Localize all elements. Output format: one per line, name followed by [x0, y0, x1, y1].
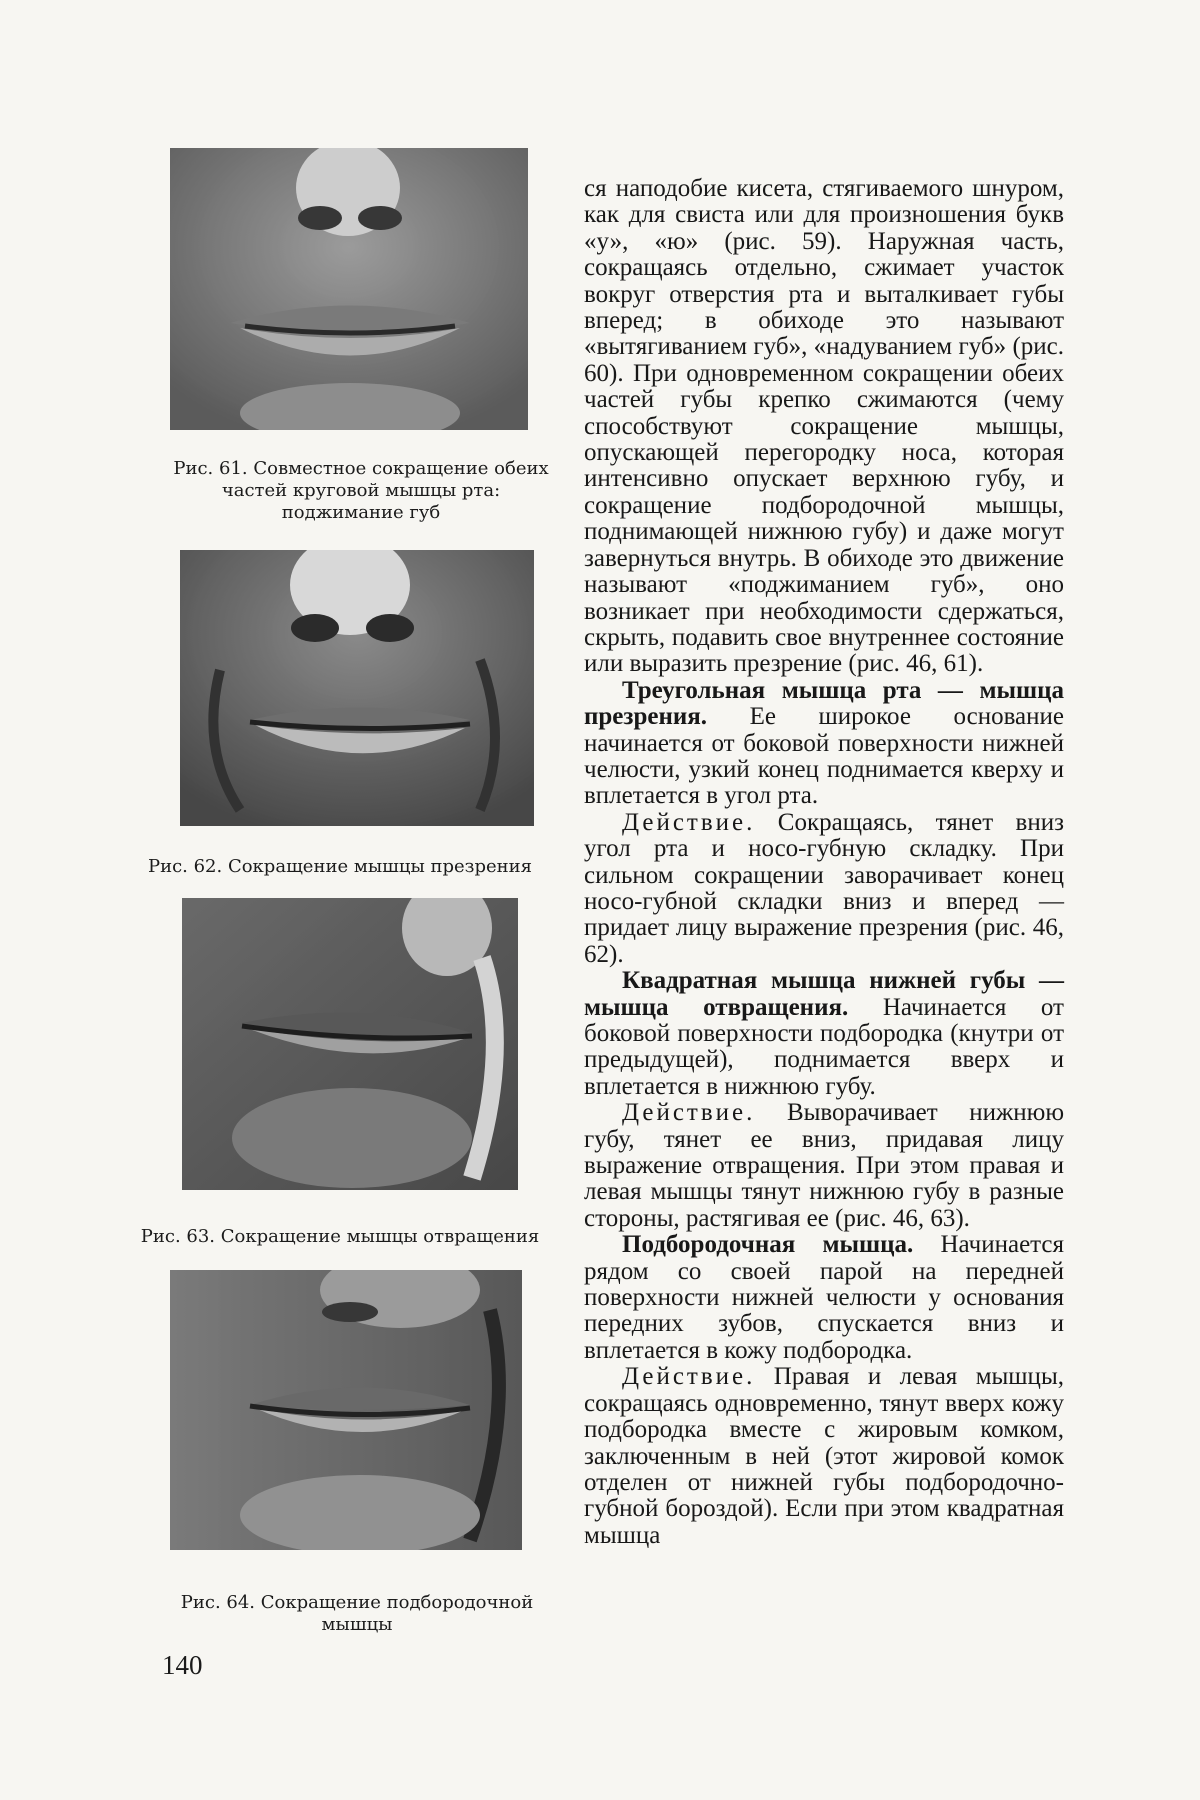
paragraph-3: Действие. Сокращаясь, тянет вниз угол рта и носо-губную складку. При сильном сокращении заворачивает конец носо-губной складки вниз и вперед — придает лицу выражение презрения (рис. 46, 62).	[584, 808, 1064, 968]
heading-quadrate-muscle: Квадратная мышца нижней губы — мышца отвращения.	[584, 967, 1064, 1021]
paragraph-7: Действие. Правая и левая мышцы, сокращаясь одновременно, тянут вверх кожу подбородка вместе с жировым комком, заключенным в ней (этот жировой комок отделен от нижней губы подбородочно-губной бороздой). Если при этом квадратная мышца	[584, 1363, 1064, 1549]
action-label: Действие.	[622, 1363, 756, 1391]
action-label: Действие.	[622, 808, 756, 836]
body-text	[584, 176, 1064, 1549]
heading-triangular-muscle: Треугольная мышца рта — мышца презрения.	[584, 676, 1064, 731]
figure-63-photo	[182, 898, 518, 1190]
action-label: Действие.	[622, 1099, 756, 1127]
figure-61-caption: Рис. 61. Совместное сокращение обеих частей круговой мышцы рта: поджимание губ	[173, 458, 549, 523]
figure-64-caption: Рис. 64. Сокращение подбородочной мышцы	[180, 1592, 534, 1635]
figure-64-photo	[170, 1270, 522, 1550]
figure-62-photo	[180, 550, 534, 826]
paragraph-5: Действие. Выворачивает нижнюю губу, тянет ее вниз, придавая лицу выражение отвращения. При этом правая и левая мышцы тянут нижнюю губу в разные стороны, растягивая ее (рис. 46, 63).	[584, 1099, 1064, 1232]
paragraph-6: Подбородочная мышца. Начинается рядом со своей парой на передней поверхности нижней челюсти у основания передних зубов, спускается вниз и вплетается в кожу подбородка.	[584, 1231, 1064, 1364]
paragraph-4: Квадратная мышца нижней губы — мышца отвращения. Начинается от боковой поверхности подбородка (кнутри от предыдущей), поднимается вверх и вплетается в нижнюю губу.	[584, 967, 1064, 1100]
paragraph-2: Треугольная мышца рта — мышца презрения. Ее широкое основание начинается от боковой поверхности нижней челюсти, узкий конец поднимается кверху и вплетается в угол рта.	[584, 676, 1064, 810]
figure-61-photo	[170, 148, 528, 430]
page-number: 140	[162, 1650, 203, 1680]
heading-mentalis-muscle: Подбородочная мышца.	[622, 1231, 914, 1259]
figure-62-caption: Рис. 62. Сокращение мышцы презрения	[147, 856, 533, 877]
paragraph-1: ся наподобие кисета, стягиваемого шнуром, как для свиста или для произношения букв «у», «ю» (рис. 59). Наружная часть, сокращаясь отдельно, сжимает участок вокруг отверстия рта и выталкивает губы вперед; в обиходе это называют «вытягиванием губ», «надуванием губ» (рис. 60). При одновременном сокращении обеих частей губы крепко сжимаются (чему способствуют сокращение мышцы, опускающей перегородку носа, которая интенсивно опускает верхнюю губу, и сокращение подбородочной мышцы, поднимающей нижнюю губу) и даже могут завернуться внутрь. В обиходе это движение называют «поджиманием губ», оно возникает при необходимости сдержаться, скрыть, подавить свое внутреннее состояние или выразить презрение (рис. 46, 61).	[584, 175, 1064, 678]
figure-63-caption: Рис. 63. Сокращение мышцы отвращения	[140, 1226, 540, 1247]
